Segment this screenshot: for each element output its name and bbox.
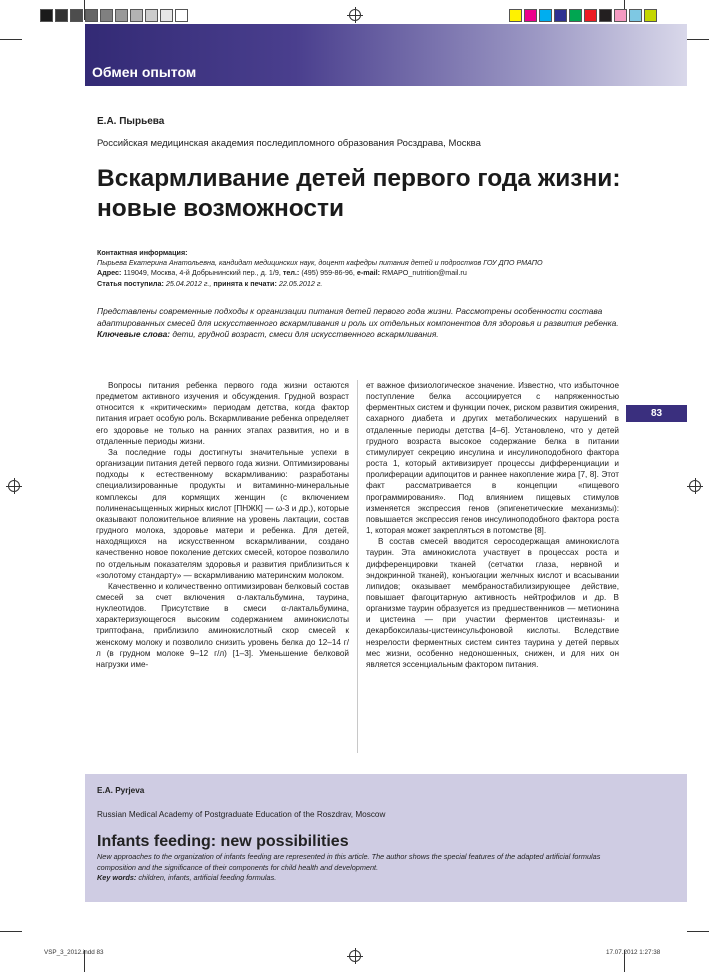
paragraph: За последние годы достигнуты значительные успехи в организации питания детей первого года жизни. Оптимизированы подходы к естественному вскармливанию: разработаны специализированные продукты и витаминно-минеральные комплексы для кормящих женщин (с включением полиненасыщенных жирных кислот [ПНЖК] — ω-3 и др.), которые оказывают положительное влияние на уровень лактации, состав грудного молока, здоровье матери и ребенка. Для детей, находящихся на искусственном вскармливании, создано качественно новое поколение детских смесей, которое позволило по отдельным показателям здоровья и развития приблизиться к «золотому стандарту» — вскармливанию материнским молоком. [96,447,349,580]
color-swatch [554,9,567,22]
author-name: Е.А. Пырьева [97,116,165,127]
english-keywords-label: Key words: [97,873,137,882]
registration-mark-icon [349,950,361,962]
english-affiliation: Russian Medical Academy of Postgraduate Education of the Roszdrav, Moscow [97,810,386,819]
crop-mark [0,931,22,932]
color-swatch [524,9,537,22]
email-label: e-mail: [356,268,381,278]
received-date: 25.04.2012 г., [165,278,212,288]
abstract [97,306,652,341]
color-swatch [55,9,68,22]
english-keywords: children, infants, artificial feeding formulas. [138,873,277,882]
color-swatch [145,9,158,22]
keywords-label: Ключевые слова: [97,329,171,339]
body-column-1 [96,380,349,670]
contact-block [97,248,657,289]
address-label: Адрес: [97,268,122,278]
crop-mark [0,39,22,40]
color-swatch [100,9,113,22]
footer-filename: VSP_3_2012.indd 83 [44,949,104,956]
english-abstract [97,852,637,884]
color-swatch [85,9,98,22]
body-column-2 [366,380,619,670]
color-swatch [614,9,627,22]
color-swatch [175,9,188,22]
paragraph: Вопросы питания ребенка первого года жизни остаются предметом активного изучения и обсуждения. Грудной возраст относится к «критическим» периодам детства, когда фактор питания играет особую роль. Вскармливание ребенка определяет его здоровье не только на ранних этапах развития, но и в отдаленные периоды жизни. [96,381,349,446]
accepted-label: принята к печати: [213,278,277,288]
color-swatch [599,9,612,22]
color-swatch [40,9,53,22]
email[interactable]: RMAPO_nutrition@mail.ru [382,268,467,278]
color-swatch [539,9,552,22]
paragraph: В состав смесей вводится серосодержащая аминокислота таурин. Эта аминокислота участвует в процессах роста и дифференцировки тканей (сетчатки глаза, нервной и эндокринной тканей), конъюгации желчных кислот и всасывании липидов; оказывает мембраностабилизирующее действие, повышает фагоцитарную активность нейтрофилов и др. В организме таурин образуется из предшественников — метионина и цистеина — при участии ферментов цистеиназы- и декарбоксилазы-цистеинсульфоновой кислоты. Вследствие незрелости ферментных систем синтез таурина у детей первых мес жизни, особенно недоношенных, снижен, и для них он является эссенциальным фактором питания. [366,537,619,669]
section-title: Обмен опытом [92,64,197,80]
phone: (495) 959-86-96, [301,268,355,278]
color-swatch [160,9,173,22]
registration-mark-icon [349,9,361,21]
column-divider [357,380,358,753]
color-swatch [70,9,83,22]
accepted-date: 22.05.2012 г. [278,278,323,288]
footer-timestamp: 17.07.2012 1:27:38 [606,949,661,956]
abstract-text: Представлены современные подходы к организации питания детей первого года жизни. Рассмотрены особенности состава адаптированных смесей для искусственного вскармливания и роль их отдельных компонентов для здоровья и развития ребенка. [97,306,619,328]
phone-label: тел.: [282,268,300,278]
crop-mark [687,931,709,932]
color-swatch [644,9,657,22]
paragraph: Качественно и количественно оптимизирован белковый состав смесей за счет включения α-лактальбумина, таурина, нуклеотидов. Присутствие в смеси α-лактальбумина, характеризующегося высоким содержанием аминокислоты триптофана, приблизило аминокислотный скор смесей к женскому молоку и позволило снизить уровень белка до 12–14 г/л (в грудном молоке 9–12 г/л) [1–3]. Уменьшение белковой нагрузки име- [96,581,349,669]
english-title: Infants feeding: new possibilities [97,833,349,850]
keywords: дети, грудной возраст, смеси для искусственного вскармливания. [172,329,439,339]
address: 119049, Москва, 4-й Добрынинский пер., д. 1/9, [123,268,281,278]
registration-mark-icon [689,480,701,492]
affiliation: Российская медицинская академия последипломного образования Росздрава, Москва [97,138,481,149]
color-swatch [569,9,582,22]
received-label: Статья поступила: [97,278,164,288]
color-swatch [130,9,143,22]
article-title: Вскармливание детей первого года жизни: новые возможности [97,165,621,222]
color-swatch [629,9,642,22]
crop-mark [687,39,709,40]
english-author: E.A. Pyrjeva [97,786,145,795]
page-number: 83 [626,405,687,422]
registration-mark-icon [8,480,20,492]
color-swatch [584,9,597,22]
contact-heading: Контактная информация: [97,248,188,257]
paragraph: ет важное физиологическое значение. Известно, что избыточное поступление белка ассоциируется с напряженностью ферментных систем и функции почек, риском развития ожирения, сахарного диабета и других метаболических нарушений в отдаленные периоды детства [4–6]. Установлено, что у детей грудного возраста высокое содержание белка в питании стимулирует секрецию инсулина и инсулиноподобного фактора роста 1, который активизирует процессы дифференциации и пролиферации адипоцитов и раннее накопление жира [7, 8]. Этот факт рассматривается в концепции «пищевого программирования». Под влиянием пищевых стимулов изменяется экспрессия генов (эпигенетические механизмы): повышается экспрессия генов инсулиноподобного фактора роста 1, которая может закрепляться в потомстве [8]. [366,381,620,536]
color-swatch [115,9,128,22]
contact-person: Пырьева Екатерина Анатольевна, кандидат медицинских наук, доцент кафедры питания детей и подростков ГОУ ДПО РМАПО [97,258,543,268]
english-abstract-text: New approaches to the organization of infants feeding are represented in this article. The author shows the special features of the adapted artificial formulas composition and the significance of their components for child health and development. [97,852,601,872]
color-swatch [509,9,522,22]
